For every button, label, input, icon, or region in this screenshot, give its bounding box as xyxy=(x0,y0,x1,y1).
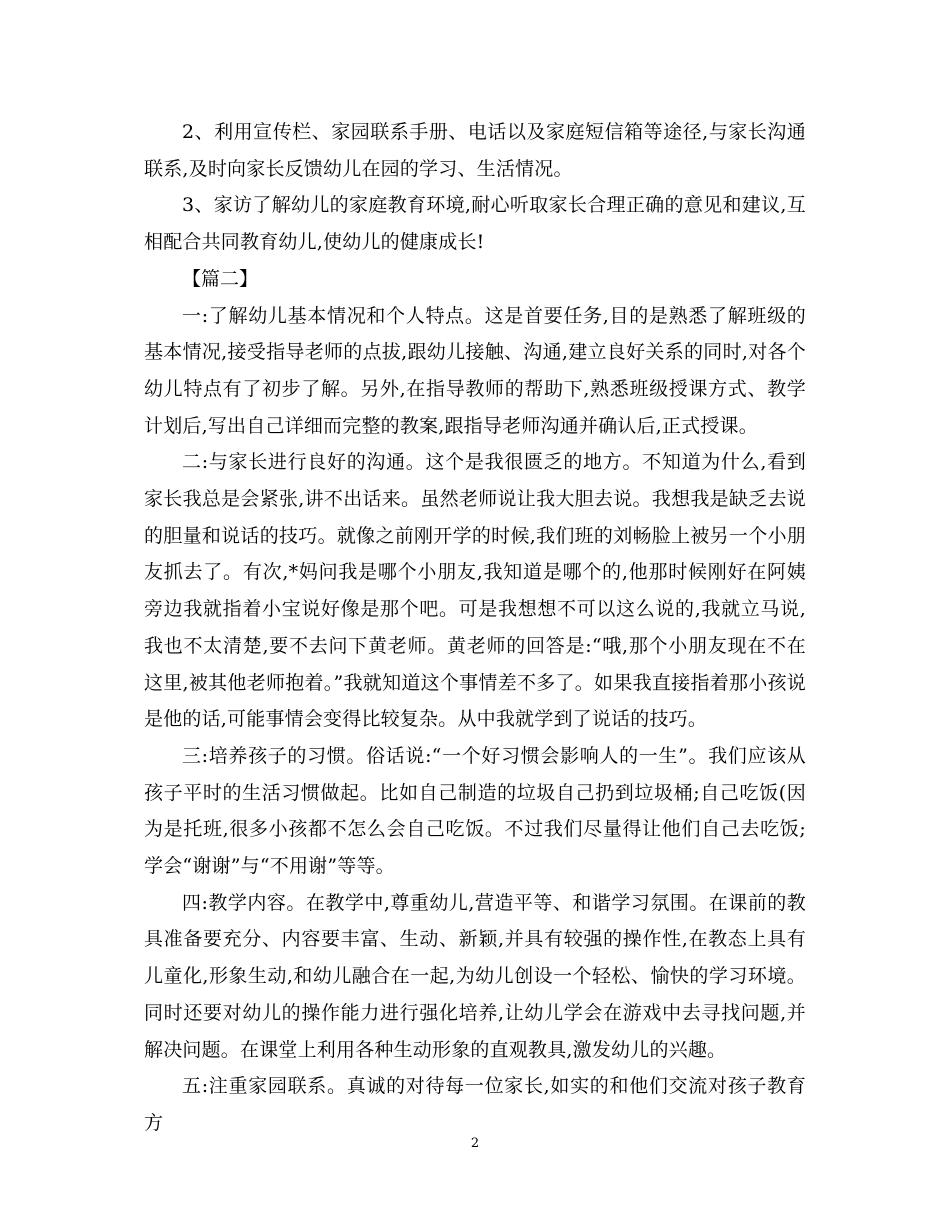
paragraph-five: 五:注重家园联系。真诚的对待每一位家长,如实的和他们交流对孩子教育方 xyxy=(144,1075,806,1134)
page-number: 2 xyxy=(470,1136,480,1151)
paragraph-two: 二:与家长进行良好的沟通。这个是我很匮乏的地方。不知道为什么,看到家长我总是会紧张,讲不出话来。虽然老师说让我大胆去说。我想我是缺乏去说的胆量和说话的技巧。就像之前刚开学的时候,我们班的刘畅脸上被另一个小朋友抓去了。有次,*妈问我是哪个小朋友,我知道是哪个的,他那时候刚好在阿姨旁边我就指着小宝说好像是那个吧。可是我想想不可以这么说的,我就立马说,我也不太清楚,要不去问下黄老师。黄老师的回答是:“哦,那个小朋友现在不在这里,被其他老师抱着。”我就知道这个事情差不多了。如果我直接指着那小孩说是他的话,可能事情会变得比较复杂。从中我就学到了说话的技巧。 xyxy=(144,451,806,731)
paragraph-three: 三:培养孩子的习惯。俗话说:“一个好习惯会影响人的一生”。我们应该从孩子平时的生活习惯做起。比如自己制造的垃圾自己扔到垃圾桶;自己吃饭(因为是托班,很多小孩都不怎么会自己吃饭。不过我们尽量得让他们自己去吃饭;学会“谢谢”与“不用谢”等等。 xyxy=(144,744,806,878)
paragraph-item-3: 3、家访了解幼儿的家庭教育环境,耐心听取家长合理正确的意见和建议,互相配合共同教育幼儿,使幼儿的健康成长! xyxy=(144,194,806,254)
section-heading: 【篇二】 xyxy=(182,267,259,290)
document-body xyxy=(144,114,806,1142)
paragraph-four: 四:教学内容。在教学中,尊重幼儿,营造平等、和谐学习氛围。在课前的教具准备要充分、内容要丰富、生动、新颖,并具有较强的操作性,在教态上具有儿童化,形象生动,和幼儿融合在一起,为幼儿创设一个轻松、愉快的学习环境。同时还要对幼儿的操作能力进行强化培养,让幼儿学会在游戏中去寻找问题,并解决问题。在课堂上利用各种生动形象的直观教具,激发幼儿的兴趣。 xyxy=(144,891,806,1061)
paragraph-item-2: 2、利用宣传栏、家园联系手册、电话以及家庭短信箱等途径,与家长沟通联系,及时向家长反馈幼儿在园的学习、生活情况。 xyxy=(144,121,806,180)
paragraph-one: 一:了解幼儿基本情况和个人特点。这是首要任务,目的是熟悉了解班级的基本情况,接受指导老师的点拔,跟幼儿接触、沟通,建立良好关系的同时,对各个幼儿特点有了初步了解。另外,在指导教师的帮助下,熟悉班级授课方式、教学计划后,写出自己详细而完整的教案,跟指导老师沟通并确认后,正式授课。 xyxy=(144,304,806,437)
